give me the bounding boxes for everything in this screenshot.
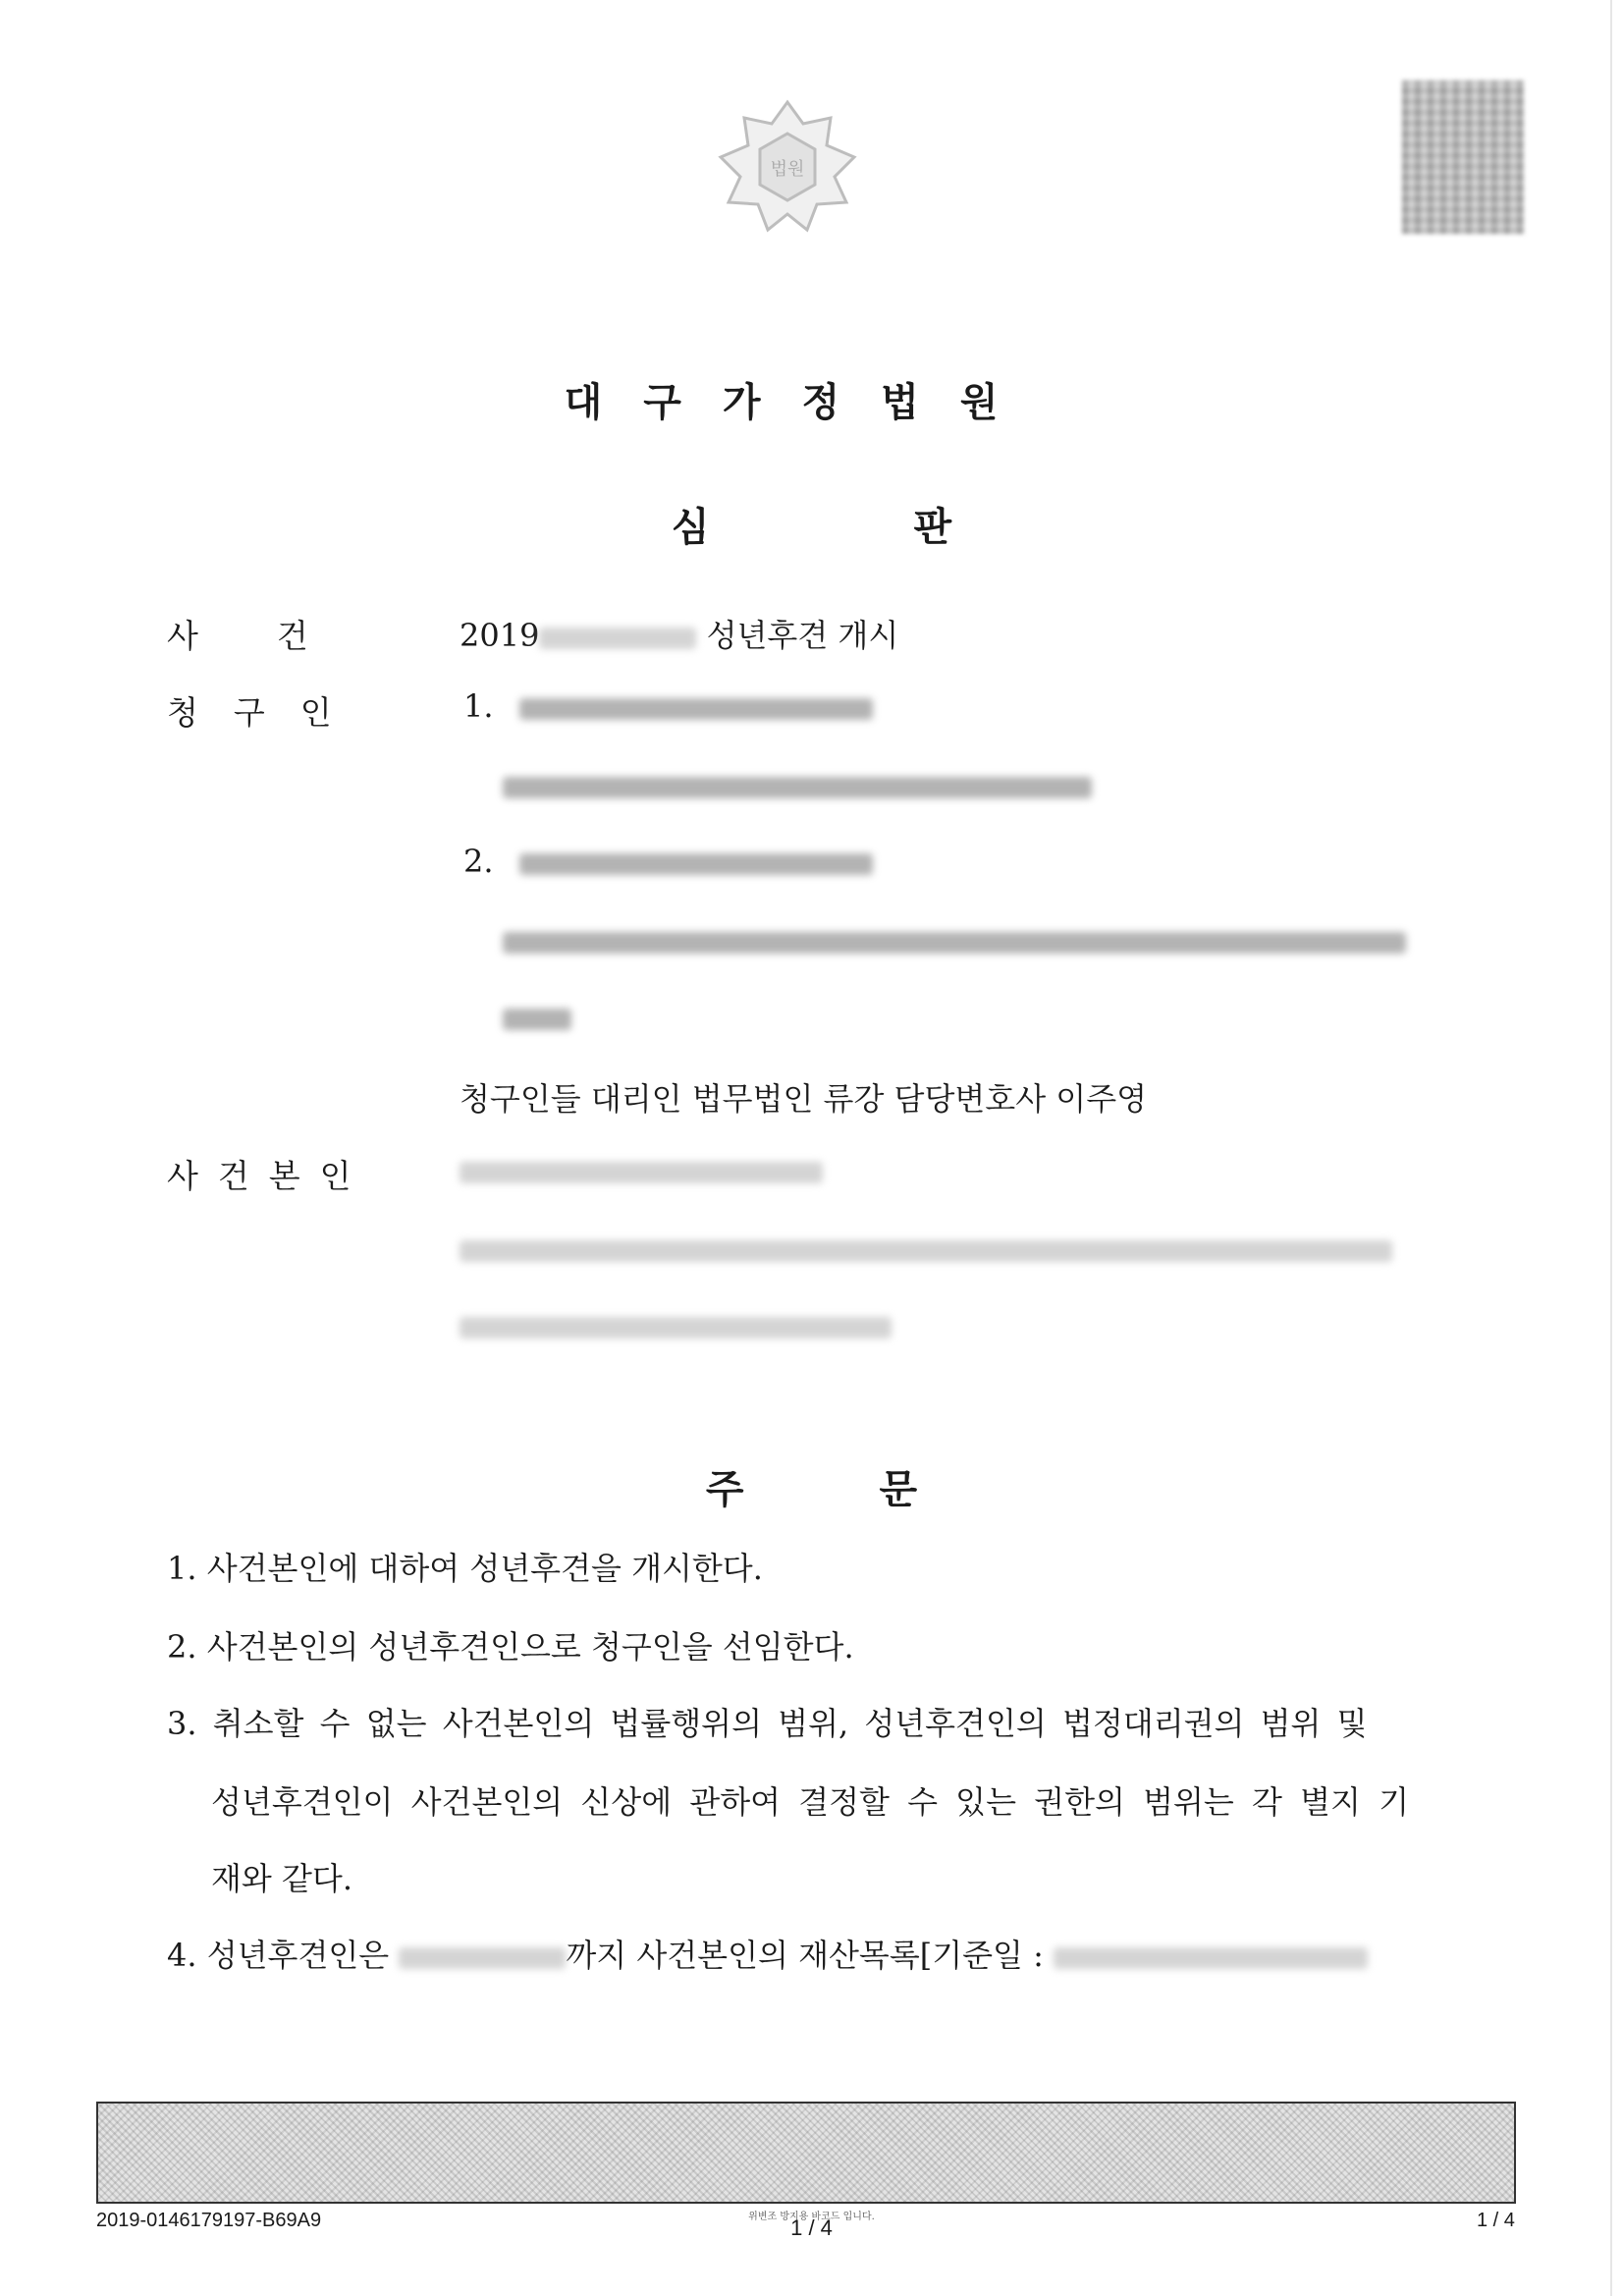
redacted-base-date	[1054, 1947, 1368, 1969]
claimant-1-address	[503, 766, 1092, 803]
redacted-subject-registry	[460, 1317, 892, 1339]
order-item-4-middle: 까지 사건본인의 재산목록[기준일 :	[566, 1937, 1044, 1974]
case-label: 사건	[167, 617, 387, 655]
page-number-center: 1 / 4	[790, 2215, 833, 2240]
case-year: 2019	[460, 617, 540, 654]
redacted-case-number	[539, 628, 696, 649]
doc-type-right: 판	[913, 505, 952, 550]
court-seal-icon	[709, 94, 866, 242]
order-item-3: 3. 취소할 수 없는 사건본인의 법률행위의 범위, 성년후견인의 법정대리권의 범위 및	[167, 1705, 1368, 1742]
subject-registry-line	[460, 1306, 892, 1343]
claimant-label: 청구인	[167, 693, 367, 732]
redacted-deadline	[399, 1947, 566, 1969]
order-heading-left: 주	[705, 1467, 744, 1512]
claimant-2-address	[503, 921, 1406, 958]
court-name-title: 대구가정법원	[564, 380, 1040, 425]
case-number-line	[460, 611, 898, 656]
document-type-heading	[0, 496, 1623, 552]
order-item-4-prefix: 4. 성년후견인은	[167, 1937, 390, 1974]
redacted-claimant-2-address	[503, 932, 1406, 954]
order-item-3-cont: 성년후견인이 사건본인의 신상에 관하여 결정할 수 있는 권한의 범위는 각 별지 기	[211, 1783, 1409, 1821]
redacted-subject-name	[460, 1162, 823, 1183]
document-id: 2019-0146179197-B69A9	[96, 2210, 322, 2231]
subject-name-line	[460, 1151, 823, 1188]
security-barcode-band	[96, 2102, 1516, 2204]
subject-label: 사건본인	[167, 1157, 371, 1195]
redacted-claimant-1-address	[503, 777, 1092, 798]
redacted-claimant-2-address-cont	[503, 1009, 571, 1030]
order-item-2: 2. 사건본인의 성년후견인으로 청구인을 선임한다.	[167, 1628, 854, 1666]
claimant-2-address-cont	[503, 998, 571, 1035]
order-item-1: 1. 사건본인에 대하여 성년후견을 개시한다.	[167, 1550, 763, 1587]
seal-text: 법원	[770, 159, 805, 180]
order-heading	[0, 1458, 1623, 1514]
claimant-2-number: 2.	[463, 843, 494, 880]
redacted-subject-address	[460, 1240, 1392, 1262]
qr-code	[1402, 81, 1524, 234]
order-item-3-end: 재와 같다.	[211, 1860, 352, 1897]
order-heading-right: 문	[879, 1467, 918, 1512]
representative-line: 청구인들 대리인 법무법인 류강 담당변호사 이주영	[460, 1080, 1148, 1118]
redacted-claimant-1-name	[519, 698, 873, 720]
subject-address-line	[460, 1230, 1392, 1267]
claimant-1-number: 1.	[463, 687, 494, 725]
claimant-1-line	[463, 687, 873, 725]
case-title: 성년후견 개시	[706, 617, 899, 654]
doc-type-left: 심	[671, 505, 710, 550]
page-edge-line	[1610, 0, 1612, 2296]
redacted-claimant-2-name	[519, 853, 873, 875]
page-number-right: 1 / 4	[1477, 2210, 1515, 2231]
order-item-4	[167, 1931, 1368, 1976]
footer-note: 위변조 방지용 바코드 입니다.	[748, 2212, 875, 2222]
claimant-2-line	[463, 843, 873, 880]
